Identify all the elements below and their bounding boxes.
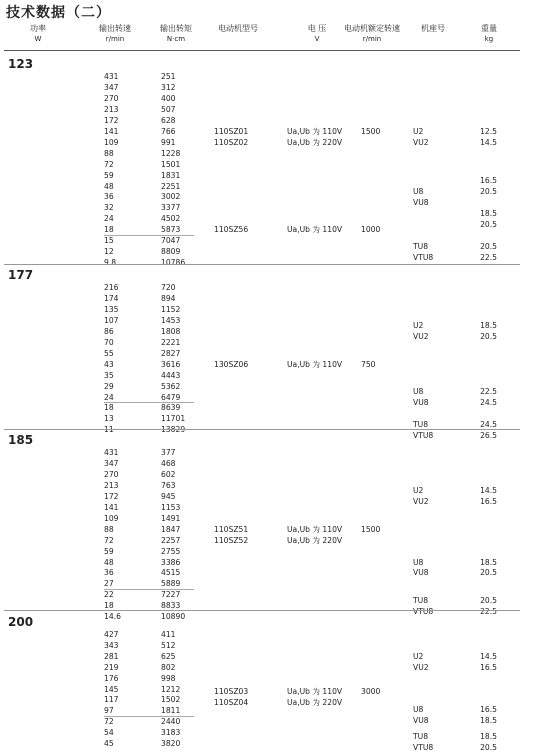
output-speed-cell: 14.6 (104, 612, 121, 622)
frame-number-cell: U2 (413, 651, 424, 661)
weight-cell: 20.5 (480, 595, 497, 605)
frame-number-cell: U8 (413, 387, 424, 397)
output-speed-cell: 15 (104, 236, 114, 246)
power-value: 177 (8, 268, 34, 282)
output-speed-cell: 12 (104, 247, 114, 257)
output-torque-cell: 1212 (161, 684, 181, 694)
output-speed-cell: 36 (104, 568, 114, 578)
weight-cell: 16.5 (480, 497, 497, 507)
output-speed-cell: 86 (104, 326, 114, 336)
voltage-cell: Ua,Ub 为 110V (287, 126, 343, 136)
output-speed-cell: 109 (104, 137, 119, 147)
output-speed-cell: 48 (104, 181, 114, 191)
output-speed-cell: 72 (104, 717, 114, 727)
output-speed-cell: 281 (104, 651, 119, 661)
output-speed-cell: 88 (104, 524, 114, 534)
output-speed-cell: 18 (104, 601, 114, 611)
output-speed-cell: 141 (104, 126, 119, 136)
frame-number-cell: TU8 (413, 241, 429, 251)
weight-cell: 20.5 (480, 186, 497, 196)
output-speed-cell: 22 (104, 590, 114, 600)
output-torque-cell: 3616 (161, 359, 181, 369)
group-divider (4, 264, 520, 265)
column-header-label: 输出转矩 (160, 24, 192, 33)
weight-cell: 18.5 (480, 321, 497, 331)
output-torque-cell: 468 (161, 458, 176, 468)
output-speed-cell: 174 (104, 293, 119, 303)
column-header (198, 24, 278, 34)
output-torque-cell: 3820 (161, 739, 181, 748)
output-speed-cell: 97 (104, 706, 114, 716)
frame-number-cell: VTU8 (413, 606, 434, 616)
frame-number-cell: U8 (413, 705, 424, 715)
column-header-label: 电动机额定转速 (344, 24, 400, 33)
output-torque-cell: 628 (161, 115, 176, 125)
output-speed-cell: 176 (104, 673, 119, 683)
output-speed-cell: 59 (104, 170, 114, 180)
output-torque-cell: 1501 (161, 159, 181, 169)
column-header-unit: N·cm (166, 35, 186, 43)
frame-number-cell: U2 (413, 486, 424, 496)
rated-speed-cell: 750 (361, 359, 376, 369)
weight-cell: 12.5 (480, 126, 497, 136)
group-divider (4, 429, 520, 430)
output-speed-cell: 11 (104, 425, 114, 435)
output-torque-cell: 802 (161, 662, 176, 672)
motor-model-cell: 110SZ04 (214, 697, 249, 707)
output-torque-cell: 3377 (161, 203, 181, 213)
output-speed-cell: 59 (104, 546, 114, 556)
output-speed-cell: 32 (104, 203, 114, 213)
column-header-label: 电 压 (307, 24, 327, 33)
rated-speed-cell: 1500 (361, 126, 381, 136)
output-speed-cell: 141 (104, 502, 119, 512)
output-speed-cell: 24 (104, 392, 114, 402)
column-header-unit: V (314, 35, 320, 43)
weight-cell: 20.5 (480, 332, 497, 342)
page-title: 技术数据（二） (6, 5, 111, 21)
output-speed-cell: 36 (104, 192, 114, 202)
header-rule (4, 50, 520, 51)
frame-number-cell: VU8 (413, 197, 429, 207)
output-speed-cell: 172 (104, 115, 119, 125)
output-torque-cell: 1228 (161, 148, 181, 158)
output-speed-cell: 135 (104, 304, 119, 314)
column-header-label: 机座号 (421, 24, 445, 33)
output-speed-cell: 270 (104, 93, 119, 103)
output-torque-cell: 1491 (161, 513, 181, 523)
output-torque-cell: 1502 (161, 695, 181, 705)
frame-number-cell: VU2 (413, 662, 429, 672)
weight-cell: 20.5 (480, 241, 497, 251)
frame-number-cell: VU8 (413, 397, 429, 407)
power-value: 200 (8, 615, 34, 629)
motor-model-cell: 130SZ06 (214, 359, 249, 369)
frame-number-cell: VTU8 (413, 252, 434, 262)
motor-model-cell: 110SZ56 (214, 225, 249, 235)
frame-number-cell: TU8 (413, 419, 429, 429)
motor-model-cell: 110SZ03 (214, 686, 249, 696)
output-torque-cell: 10786 (161, 258, 186, 268)
output-speed-cell: 48 (104, 557, 114, 567)
output-torque-cell: 13829 (161, 425, 186, 435)
output-speed-cell: 55 (104, 348, 114, 358)
frame-number-cell: VU2 (413, 137, 429, 147)
weight-cell: 14.5 (480, 651, 497, 661)
output-torque-cell: 1811 (161, 706, 181, 716)
output-torque-cell: 1847 (161, 524, 181, 534)
output-speed-cell: 213 (104, 104, 119, 114)
column-header-unit: W (34, 35, 42, 43)
column-header-unit: kg (484, 35, 494, 43)
output-speed-cell: 27 (104, 579, 114, 589)
weight-cell: 24.5 (480, 397, 497, 407)
weight-cell: 14.5 (480, 486, 497, 496)
output-torque-cell: 1808 (161, 326, 181, 336)
weight-cell: 22.5 (480, 252, 497, 262)
output-speed-cell: 213 (104, 480, 119, 490)
output-speed-cell: 72 (104, 159, 114, 169)
frame-number-cell: U8 (413, 557, 424, 567)
output-speed-cell: 54 (104, 728, 114, 738)
rated-speed-cell: 3000 (361, 686, 381, 696)
output-speed-cell: 172 (104, 491, 119, 501)
rated-speed-cell: 1000 (361, 225, 381, 235)
output-torque-cell: 11701 (161, 414, 186, 424)
output-torque-cell: 8833 (161, 601, 181, 611)
column-header-unit: r/min (362, 35, 382, 43)
output-torque-cell: 4502 (161, 214, 181, 224)
output-torque-cell: 1152 (161, 304, 181, 314)
output-speed-cell: 29 (104, 381, 114, 391)
row-separator (104, 589, 194, 590)
output-torque-cell: 625 (161, 651, 176, 661)
output-speed-cell: 219 (104, 662, 119, 672)
output-torque-cell: 945 (161, 491, 176, 501)
row-separator (104, 402, 194, 403)
weight-cell: 22.5 (480, 387, 497, 397)
output-torque-cell: 400 (161, 93, 176, 103)
voltage-cell: Ua,Ub 为 110V (287, 359, 343, 369)
motor-model-cell: 110SZ01 (214, 126, 249, 136)
output-speed-cell: 347 (104, 82, 119, 92)
output-speed-cell: 343 (104, 640, 119, 650)
column-header-label: 功率 (30, 24, 46, 33)
weight-cell: 14.5 (480, 137, 497, 147)
frame-number-cell: VU8 (413, 716, 429, 726)
output-torque-cell: 3386 (161, 557, 181, 567)
output-torque-cell: 4443 (161, 370, 181, 380)
output-speed-cell: 72 (104, 535, 114, 545)
weight-cell: 20.5 (480, 743, 497, 752)
output-torque-cell: 512 (161, 640, 176, 650)
output-speed-cell: 43 (104, 359, 114, 369)
voltage-cell: Ua,Ub 为 110V (287, 225, 343, 235)
output-torque-cell: 602 (161, 469, 176, 479)
power-value: 123 (8, 57, 34, 71)
output-speed-cell: 9.8 (104, 258, 117, 268)
output-torque-cell: 411 (161, 630, 176, 639)
output-torque-cell: 2257 (161, 535, 181, 545)
weight-cell: 18.5 (480, 557, 497, 567)
output-torque-cell: 2221 (161, 337, 181, 347)
rated-speed-cell: 1500 (361, 524, 381, 534)
output-speed-cell: 18 (104, 225, 114, 235)
frame-number-cell: VU2 (413, 497, 429, 507)
weight-cell: 26.5 (480, 430, 497, 440)
output-torque-cell: 2755 (161, 546, 181, 556)
output-torque-cell: 8639 (161, 403, 181, 413)
output-torque-cell: 2440 (161, 717, 181, 727)
output-torque-cell: 5873 (161, 225, 181, 235)
weight-cell: 24.5 (480, 419, 497, 429)
output-torque-cell: 8809 (161, 247, 181, 257)
output-speed-cell: 145 (104, 684, 119, 694)
row-separator (104, 716, 194, 717)
output-speed-cell: 35 (104, 370, 114, 380)
output-torque-cell: 7227 (161, 590, 181, 600)
output-speed-cell: 18 (104, 403, 114, 413)
output-speed-cell: 88 (104, 148, 114, 158)
column-header-unit: r/min (105, 35, 125, 43)
frame-number-cell: U2 (413, 321, 424, 331)
motor-model-cell: 110SZ52 (214, 535, 249, 545)
output-speed-cell: 13 (104, 414, 114, 424)
group-divider (4, 610, 520, 611)
output-speed-cell: 45 (104, 739, 114, 748)
output-speed-cell: 427 (104, 630, 119, 639)
output-torque-cell: 10890 (161, 612, 186, 622)
output-speed-cell: 70 (104, 337, 114, 347)
output-speed-cell: 109 (104, 513, 119, 523)
output-torque-cell: 5362 (161, 381, 181, 391)
output-torque-cell: 991 (161, 137, 176, 147)
column-header-label: 输出转速 (99, 24, 131, 33)
weight-cell: 18.5 (480, 732, 497, 742)
frame-number-cell: VU8 (413, 568, 429, 578)
output-torque-cell: 3183 (161, 728, 181, 738)
voltage-cell: Ua,Ub 为 220V (287, 697, 343, 707)
power-value: 185 (8, 433, 34, 447)
output-torque-cell: 894 (161, 293, 176, 303)
row-separator (104, 235, 194, 236)
column-header-label: 电动机型号 (218, 24, 258, 33)
frame-number-cell: VTU8 (413, 430, 434, 440)
output-speed-cell: 107 (104, 315, 119, 325)
output-torque-cell: 998 (161, 673, 176, 683)
output-torque-cell: 4515 (161, 568, 181, 578)
weight-cell: 20.5 (480, 219, 497, 229)
motor-model-cell: 110SZ51 (214, 524, 249, 534)
output-torque-cell: 251 (161, 72, 176, 81)
output-torque-cell: 7047 (161, 236, 181, 246)
output-speed-cell: 216 (104, 283, 119, 292)
output-speed-cell: 24 (104, 214, 114, 224)
output-torque-cell: 6479 (161, 392, 181, 402)
output-torque-cell: 1153 (161, 502, 181, 512)
weight-cell: 18.5 (480, 208, 497, 218)
frame-number-cell: TU8 (413, 732, 429, 742)
output-torque-cell: 720 (161, 283, 176, 292)
output-torque-cell: 1453 (161, 315, 181, 325)
output-speed-cell: 347 (104, 458, 119, 468)
output-torque-cell: 5889 (161, 579, 181, 589)
column-header-label: 重量 (481, 24, 497, 33)
output-torque-cell: 507 (161, 104, 176, 114)
output-torque-cell: 2251 (161, 181, 181, 191)
frame-number-cell: TU8 (413, 595, 429, 605)
motor-model-cell: 110SZ02 (214, 137, 249, 147)
output-speed-cell: 270 (104, 469, 119, 479)
voltage-cell: Ua,Ub 为 110V (287, 524, 343, 534)
frame-number-cell: VU2 (413, 332, 429, 342)
output-torque-cell: 377 (161, 448, 176, 457)
column-header (0, 24, 78, 44)
weight-cell: 20.5 (480, 568, 497, 578)
weight-cell: 18.5 (480, 716, 497, 726)
output-speed-cell: 117 (104, 695, 119, 705)
voltage-cell: Ua,Ub 为 110V (287, 686, 343, 696)
weight-cell: 16.5 (480, 176, 497, 186)
weight-cell: 16.5 (480, 705, 497, 715)
output-speed-cell: 431 (104, 72, 119, 81)
frame-number-cell: U8 (413, 186, 424, 196)
voltage-cell: Ua,Ub 为 220V (287, 137, 343, 147)
output-torque-cell: 763 (161, 480, 176, 490)
frame-number-cell: VTU8 (413, 743, 434, 752)
output-torque-cell: 1831 (161, 170, 181, 180)
output-torque-cell: 312 (161, 82, 176, 92)
output-torque-cell: 2827 (161, 348, 181, 358)
output-torque-cell: 766 (161, 126, 176, 136)
output-torque-cell: 3002 (161, 192, 181, 202)
weight-cell: 16.5 (480, 662, 497, 672)
weight-cell: 22.5 (480, 606, 497, 616)
column-header (449, 24, 529, 44)
frame-number-cell: U2 (413, 126, 424, 136)
voltage-cell: Ua,Ub 为 220V (287, 535, 343, 545)
output-speed-cell: 431 (104, 448, 119, 457)
